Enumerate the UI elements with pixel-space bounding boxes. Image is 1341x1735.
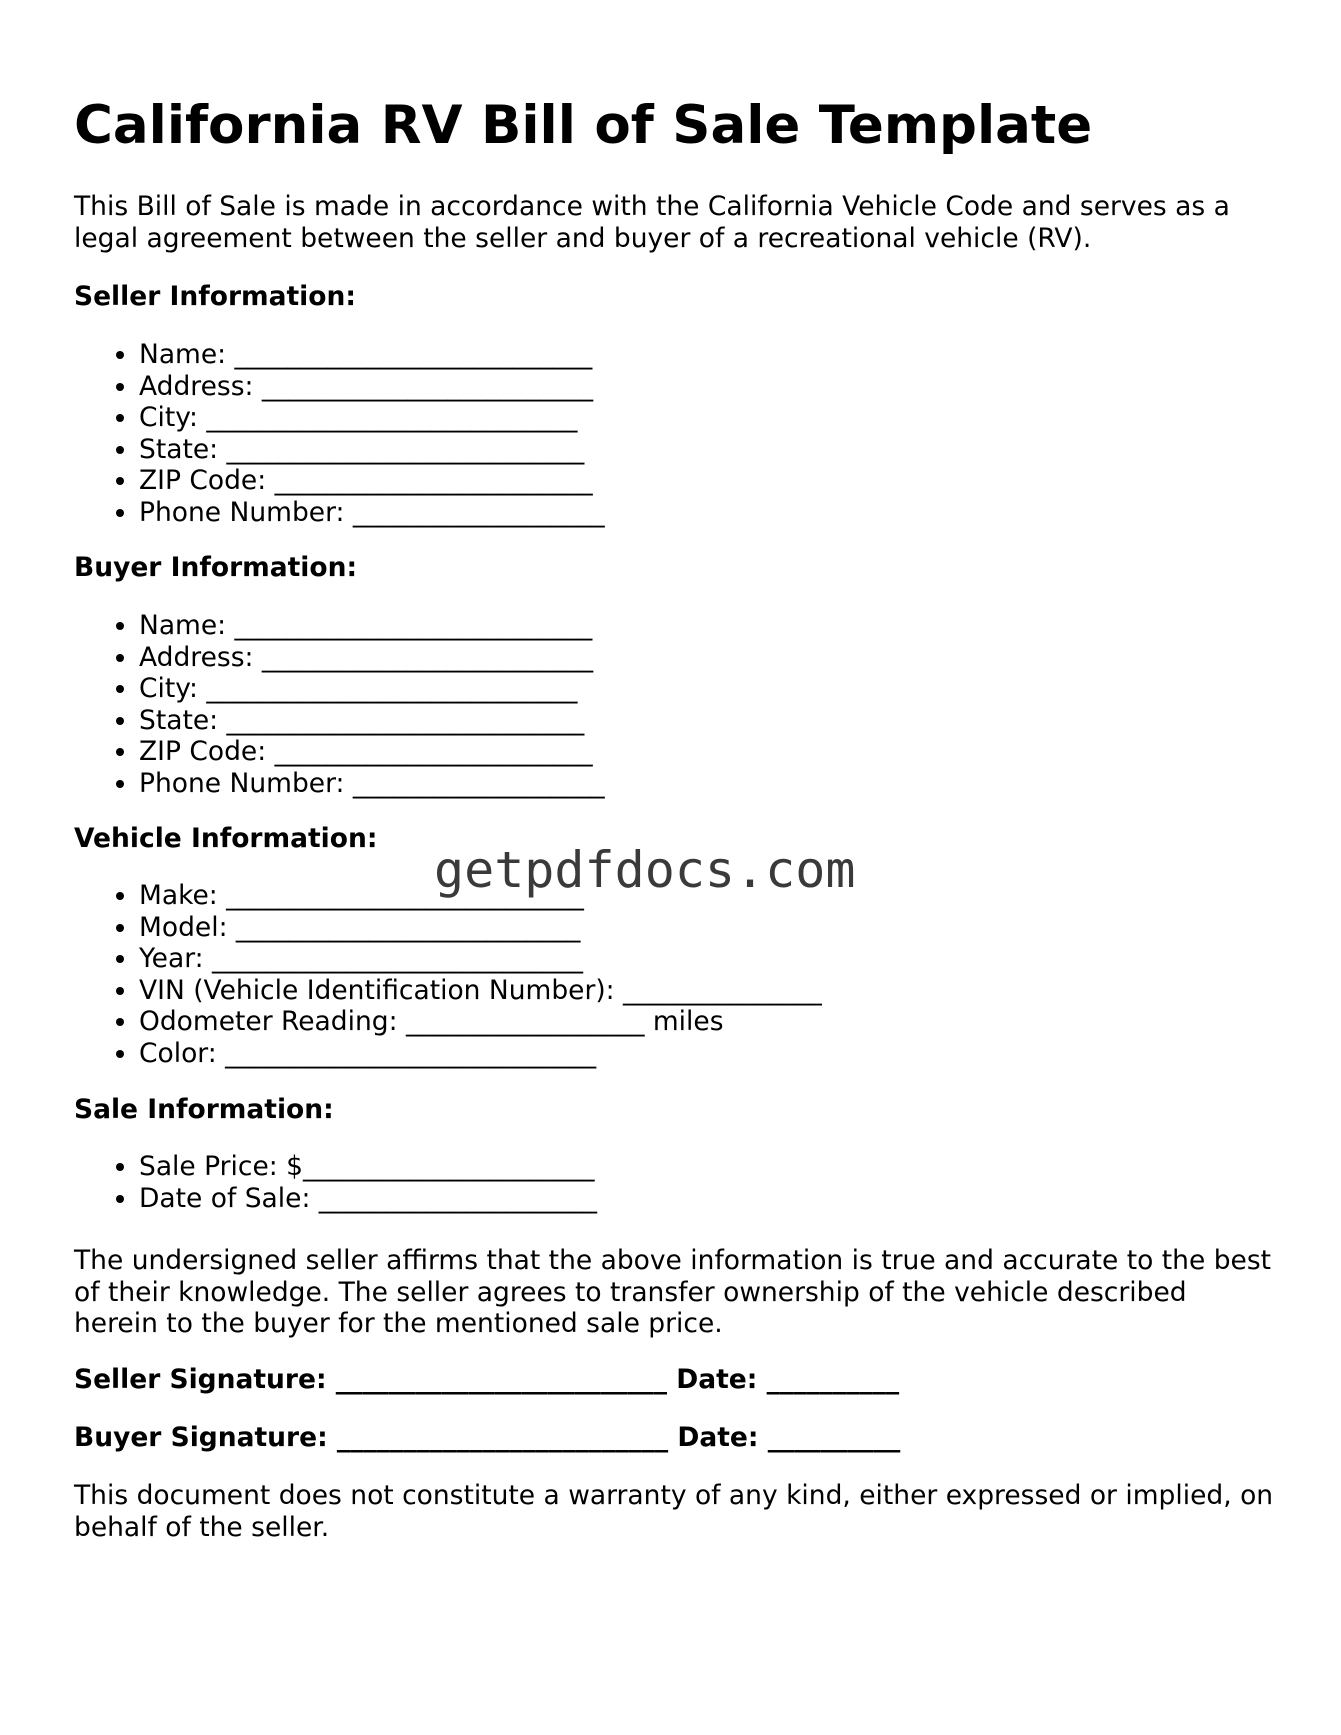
buyer-name-field: • Name: ___________________________ xyxy=(139,610,605,642)
seller-state-field: • State: ___________________________ xyxy=(139,434,605,466)
sale-info-list xyxy=(74,1151,597,1214)
seller-city-field: • City: ____________________________ xyxy=(139,402,605,434)
buyer-city-field: • City: ____________________________ xyxy=(139,673,605,705)
sale-price-field: • Sale Price: $______________________ xyxy=(139,1151,597,1183)
buyer-zip-field: • ZIP Code: ________________________ xyxy=(139,736,605,768)
buyer-signature-line: Buyer Signature: _________________________ Date: __________ xyxy=(74,1422,901,1453)
affirmation-paragraph: The undersigned seller affirms that the above information is true and accurate to the best of their knowledge. The seller agrees to transfer ownership of the vehicle described herein to the buyer for the mentioned sale price. xyxy=(74,1245,1272,1339)
seller-phone-field: • Phone Number: ___________________ xyxy=(139,497,605,529)
seller-info-list xyxy=(74,339,605,528)
seller-info-heading: Seller Information: xyxy=(74,281,356,312)
page-title: California RV Bill of Sale Template xyxy=(74,95,1093,156)
buyer-info-heading: Buyer Information: xyxy=(74,552,358,583)
watermark-text: getpdfdocs.com xyxy=(434,841,856,899)
vehicle-vin-field: • VIN (Vehicle Identification Number): _______________ xyxy=(139,975,822,1007)
seller-name-field: • Name: ___________________________ xyxy=(139,339,605,371)
sale-date-field: • Date of Sale: _____________________ xyxy=(139,1183,597,1215)
seller-address-field: • Address: _________________________ xyxy=(139,371,605,403)
vehicle-odometer-field: • Odometer Reading: __________________ miles xyxy=(139,1006,822,1038)
vehicle-info-list xyxy=(74,880,822,1069)
vehicle-model-field: • Model: __________________________ xyxy=(139,912,822,944)
vehicle-make-field: • Make: ___________________________ xyxy=(139,880,822,912)
buyer-state-field: • State: ___________________________ xyxy=(139,705,605,737)
sale-info-heading: Sale Information: xyxy=(74,1094,334,1125)
buyer-address-field: • Address: _________________________ xyxy=(139,642,605,674)
buyer-phone-field: • Phone Number: ___________________ xyxy=(139,768,605,800)
vehicle-year-field: • Year: ____________________________ xyxy=(139,943,822,975)
vehicle-info-heading: Vehicle Information: xyxy=(74,823,378,854)
seller-zip-field: • ZIP Code: ________________________ xyxy=(139,465,605,497)
disclaimer-paragraph: This document does not constitute a warranty of any kind, either expressed or implied, on behalf of the seller. xyxy=(74,1480,1274,1543)
intro-paragraph: This Bill of Sale is made in accordance with the California Vehicle Code and serves as a legal agreement between the seller and buyer of a recreational vehicle (RV). xyxy=(74,191,1230,254)
seller-signature-line: Seller Signature: _________________________ Date: __________ xyxy=(74,1364,900,1395)
vehicle-color-field: • Color: ____________________________ xyxy=(139,1038,822,1070)
buyer-info-list xyxy=(74,610,605,799)
